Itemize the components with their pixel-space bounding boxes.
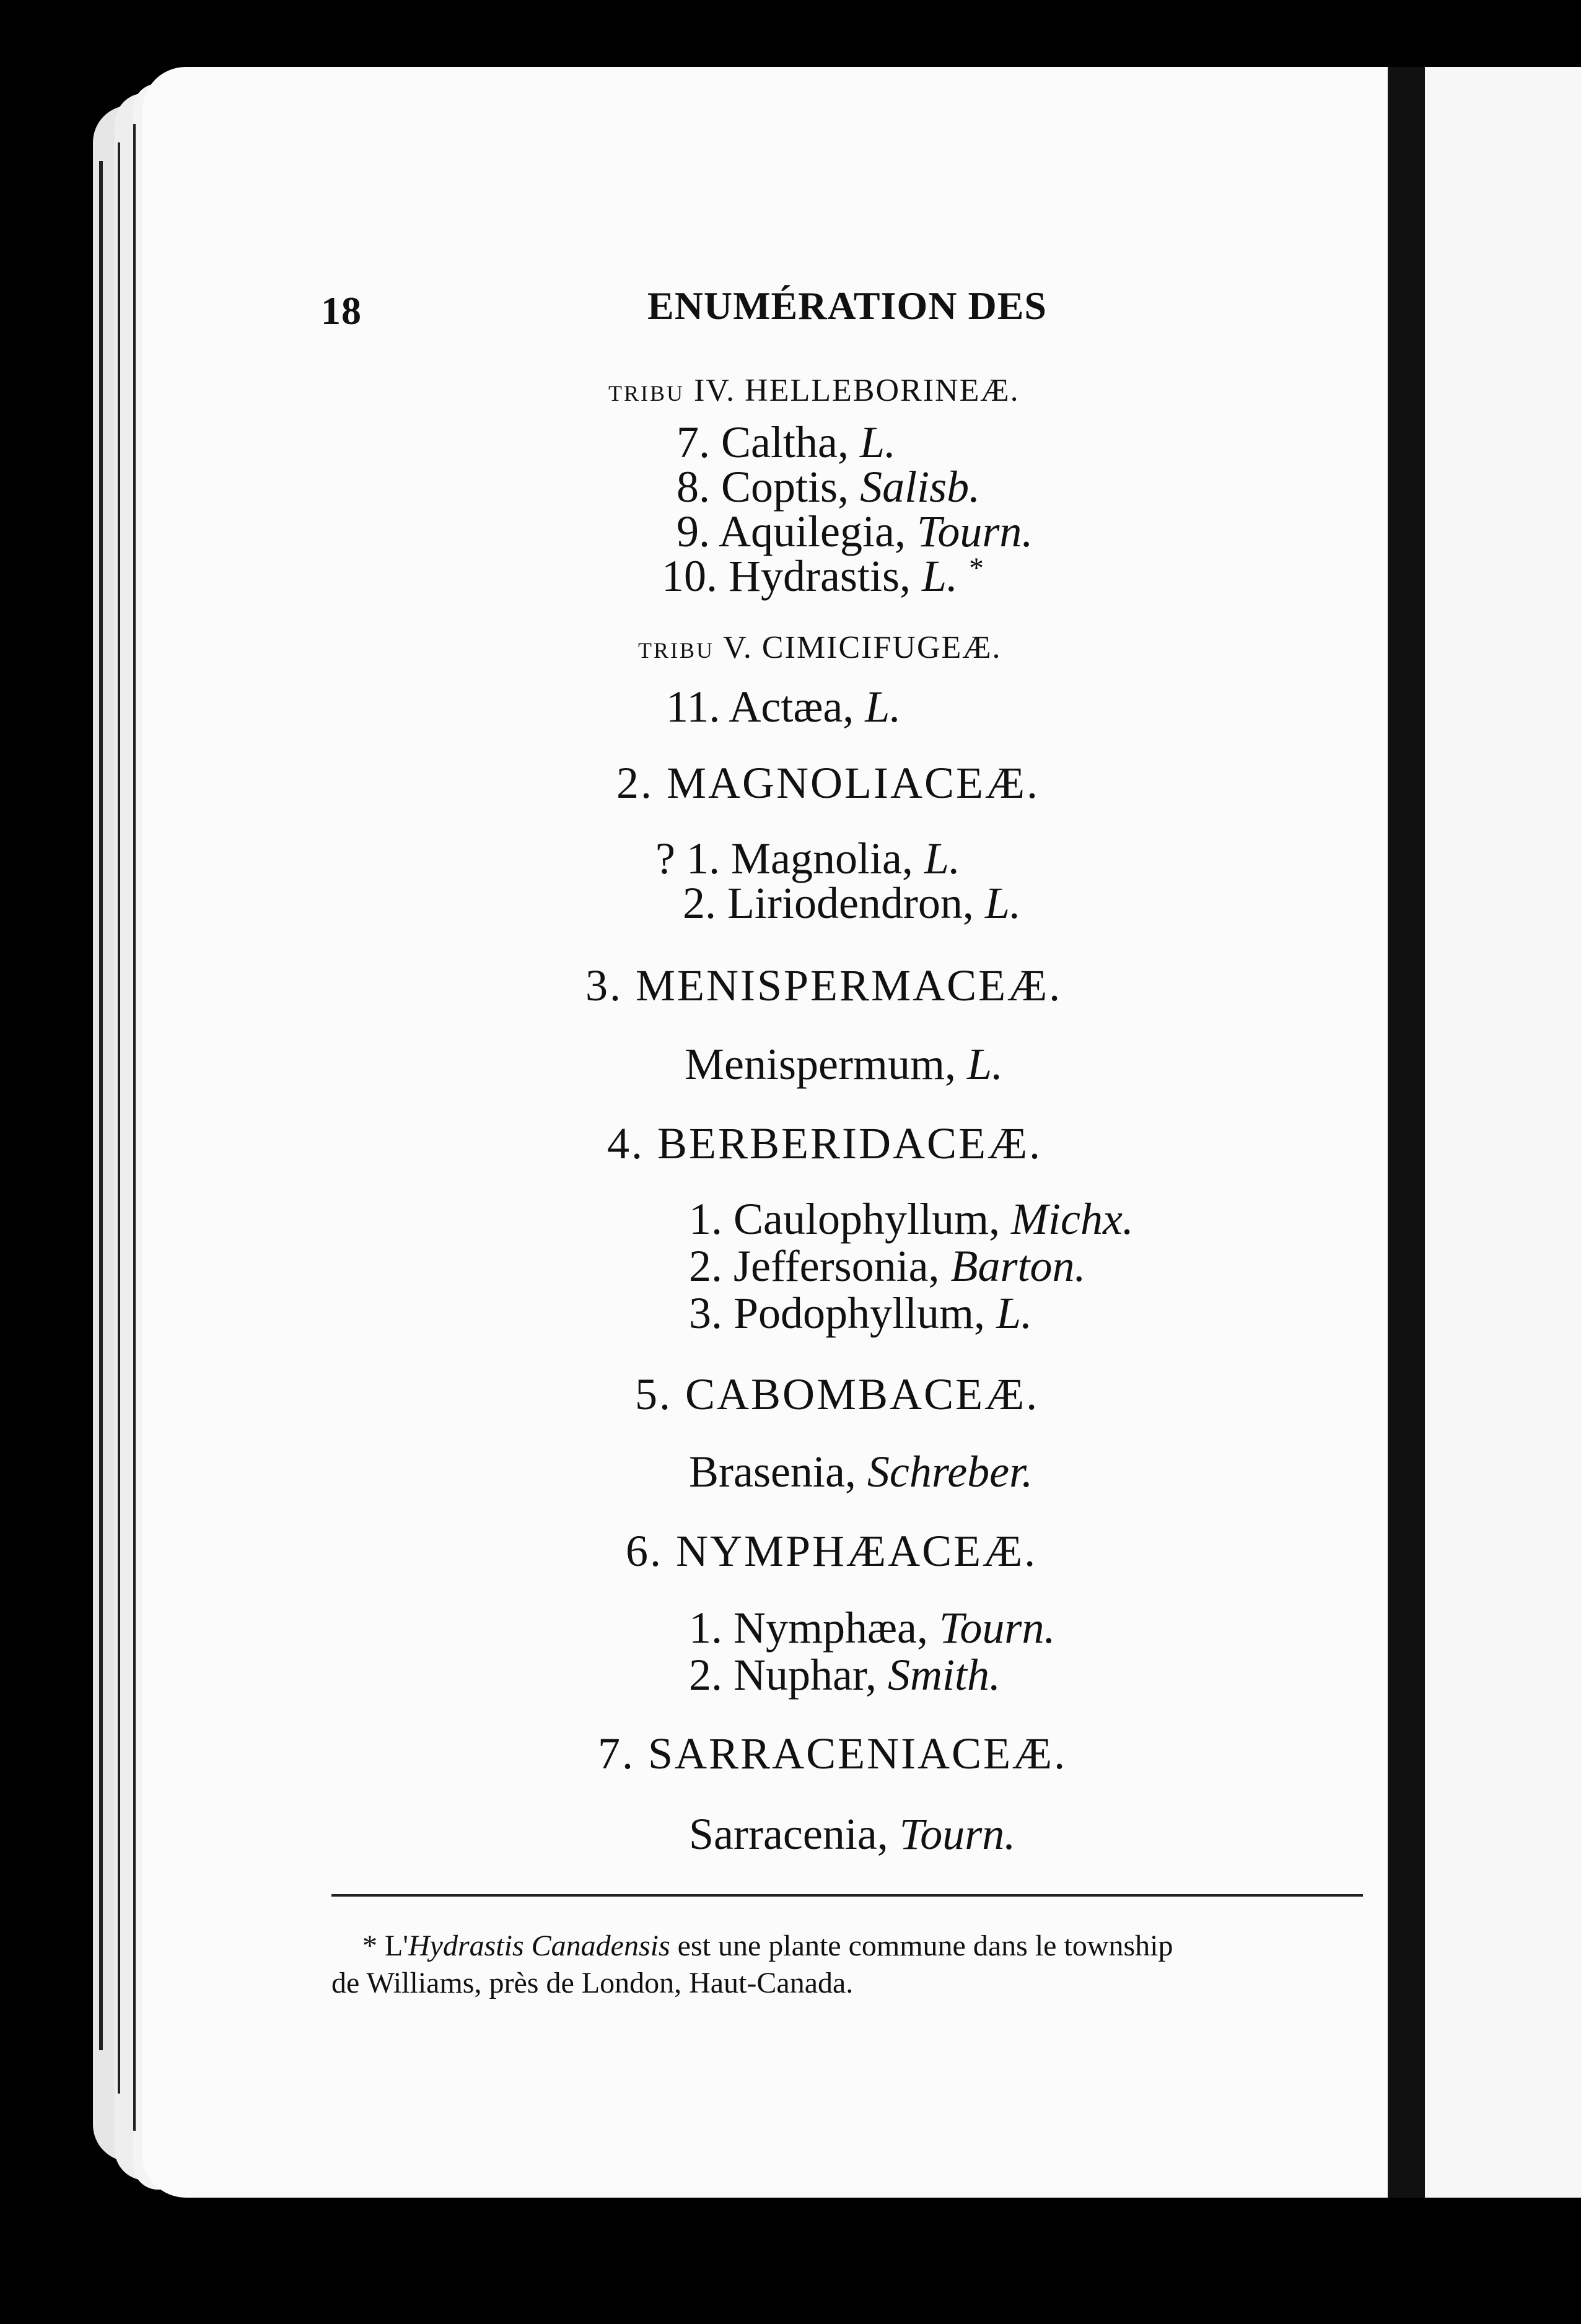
- genus-entry: 9. Aquilegia, Tourn.: [677, 507, 1033, 556]
- tribe-name: V. CIMICIFUGEÆ.: [723, 630, 1002, 665]
- book-gutter: [1388, 67, 1425, 2198]
- page-edge-line: [118, 142, 120, 2094]
- running-head: ENUMÉRATION DES: [647, 284, 1047, 328]
- footnote-line-1: * L'Hydrastis Canadensis est une plante commune dans le township: [362, 1929, 1173, 1962]
- footnote-mark: *: [969, 552, 984, 585]
- footnote-rule: [331, 1894, 1363, 1897]
- genus-entry: 10. Hydrastis, L. *: [662, 551, 984, 601]
- genus-entry: ? 1. Magnolia, L.: [655, 834, 960, 883]
- family-heading: 2. MAGNOLIACEÆ.: [616, 758, 1040, 808]
- page-edge-line: [99, 161, 103, 2050]
- genus-entry: 8. Coptis, Salisb.: [677, 462, 981, 512]
- genus-entry: 1. Nymphæa, Tourn.: [689, 1603, 1056, 1653]
- genus-entry: 3. Podophyllum, L.: [689, 1288, 1033, 1338]
- footnote-line-2: de Williams, près de London, Haut-Canada.: [331, 1967, 854, 1999]
- family-heading: 7. SARRACENIACEÆ.: [598, 1729, 1067, 1778]
- tribe-name: IV. HELLEBORINEÆ.: [694, 373, 1020, 408]
- family-heading: 5. CABOMBACEÆ.: [635, 1370, 1040, 1419]
- genus-entry: 2. Jeffersonia, Barton.: [689, 1241, 1086, 1291]
- tribe-prefix: TRIBU: [608, 381, 685, 406]
- page-number: 18: [321, 289, 362, 333]
- genus-entry: 2. Liriodendron, L.: [683, 878, 1021, 928]
- tribe-heading: [638, 632, 1002, 664]
- tribe-heading: [608, 375, 1020, 407]
- tribe-prefix: TRIBU: [638, 638, 714, 663]
- genus-entry: Brasenia, Schreber.: [689, 1447, 1033, 1496]
- genus-entry: Menispermum, L.: [685, 1039, 1003, 1089]
- genus-entry: 2. Nuphar, Smith.: [689, 1650, 1001, 1700]
- facing-page-edge: [1425, 67, 1581, 2198]
- genus-entry: 1. Caulophyllum, Michx.: [689, 1194, 1134, 1244]
- genus-entry: 7. Caltha, L.: [677, 417, 896, 467]
- genus-entry: 11. Actæa, L.: [666, 682, 901, 732]
- family-heading: 4. BERBERIDACEÆ.: [607, 1119, 1043, 1168]
- page-edge-line: [133, 124, 136, 2131]
- genus-entry: Sarracenia, Tourn.: [689, 1809, 1016, 1859]
- family-heading: 3. MENISPERMACEÆ.: [585, 961, 1062, 1010]
- family-heading: 6. NYMPHÆACEÆ.: [626, 1526, 1038, 1576]
